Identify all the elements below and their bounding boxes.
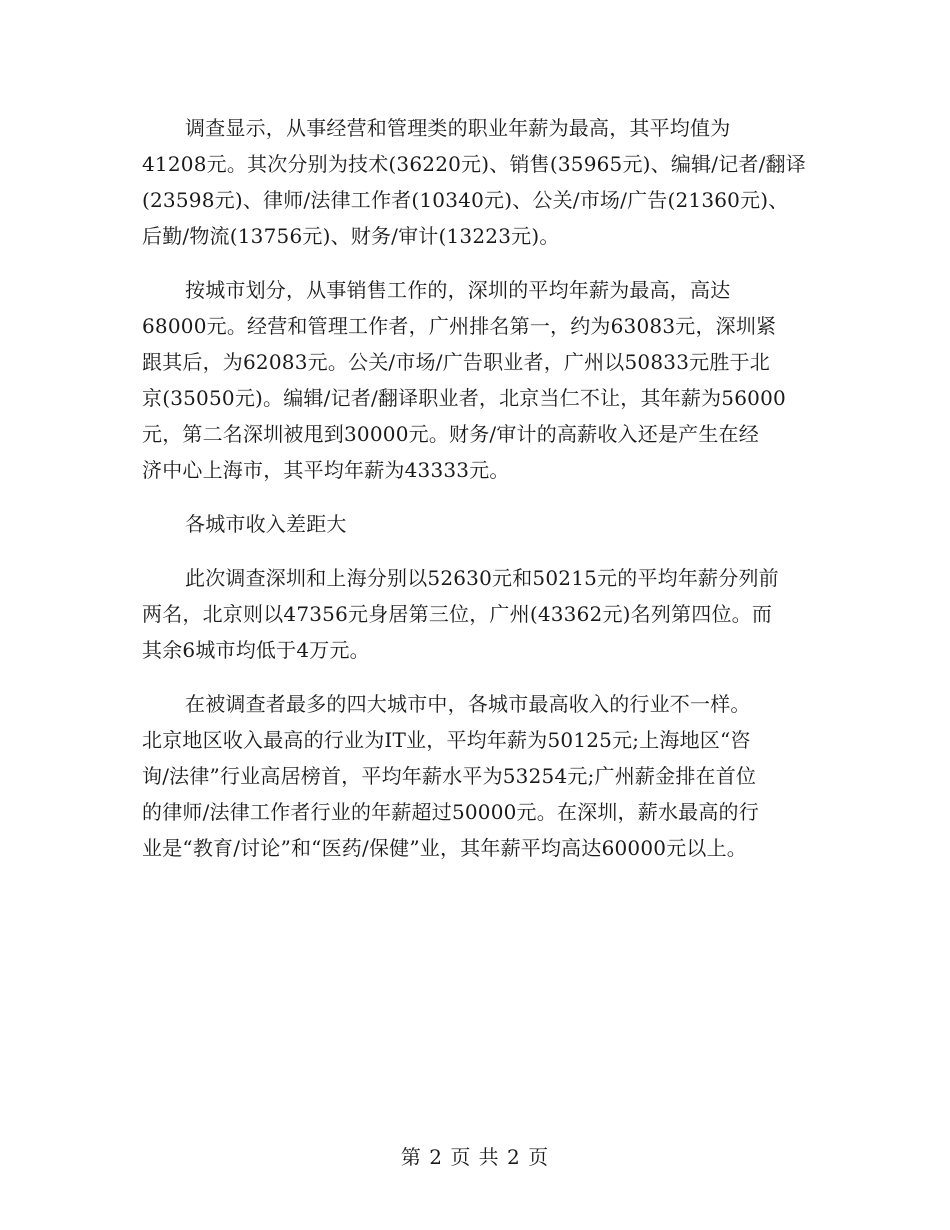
paragraph-line: 调查显示，从事经营和管理类的职业年薪为最高，其平均值为 xyxy=(185,116,731,140)
paragraph-line: 业是“教育/讨论”和“医药/保健”业，其年薪平均高达60000元以上。 xyxy=(142,836,747,860)
paragraph-city-ranking xyxy=(142,560,814,668)
paragraph-line: 跟其后，为62083元。公关/市场/广告职业者，广州以50833元胜于北 xyxy=(142,350,770,374)
paragraph-salary-by-city xyxy=(142,272,814,488)
paragraph-line: 询/法律”行业高居榜首，平均年薪水平为53254元;广州薪金排在首位 xyxy=(142,764,757,788)
document-body xyxy=(142,110,814,884)
paragraph-line: (23598元)、律师/法律工作者(10340元)、公关/市场/广告(21360元)、 xyxy=(142,188,789,212)
paragraph-line: 此次调查深圳和上海分别以52630元和50215元的平均年薪分列前 xyxy=(185,566,779,590)
paragraph-line: 后勤/物流(13756元)、财务/审计(13223元)。 xyxy=(142,224,560,248)
paragraph-line: 北京地区收入最高的行业为IT业，平均年薪为50125元;上海地区“咨 xyxy=(142,728,751,752)
paragraph-line: 京(35050元)。编辑/记者/翻译职业者，北京当仁不让，其年薪为56000 xyxy=(142,386,786,410)
paragraph-line: 的律师/法律工作者行业的年薪超过50000元。在深圳，薪水最高的行 xyxy=(142,800,759,824)
paragraph-line: 其余6城市均低于4万元。 xyxy=(142,638,370,662)
paragraph-line: 两名，北京则以47356元身居第三位，广州(43362元)名列第四位。而 xyxy=(142,602,773,626)
paragraph-line: 在被调查者最多的四大城市中，各城市最高收入的行业不一样。 xyxy=(185,692,751,716)
paragraph-line: 济中心上海市，其平均年薪为43333元。 xyxy=(142,458,510,482)
paragraph-salary-by-occupation xyxy=(142,110,814,254)
paragraph-line: 41208元。其次分别为技术(36220元)、销售(35965元)、编辑/记者/翻译 xyxy=(142,152,806,176)
page-number-footer: 第 2 页 共 2 页 xyxy=(400,1145,550,1169)
paragraph-top-industries xyxy=(142,686,814,866)
section-heading-text: 各城市收入差距大 xyxy=(185,512,347,536)
paragraph-line: 按城市划分，从事销售工作的，深圳的平均年薪为最高，高达 xyxy=(185,278,731,302)
paragraph-line: 68000元。经营和管理工作者，广州排名第一，约为63083元，深圳紧 xyxy=(142,314,777,338)
paragraph-line: 元，第二名深圳被甩到30000元。财务/审计的高薪收入还是产生在经 xyxy=(142,422,759,446)
section-heading xyxy=(142,506,814,542)
